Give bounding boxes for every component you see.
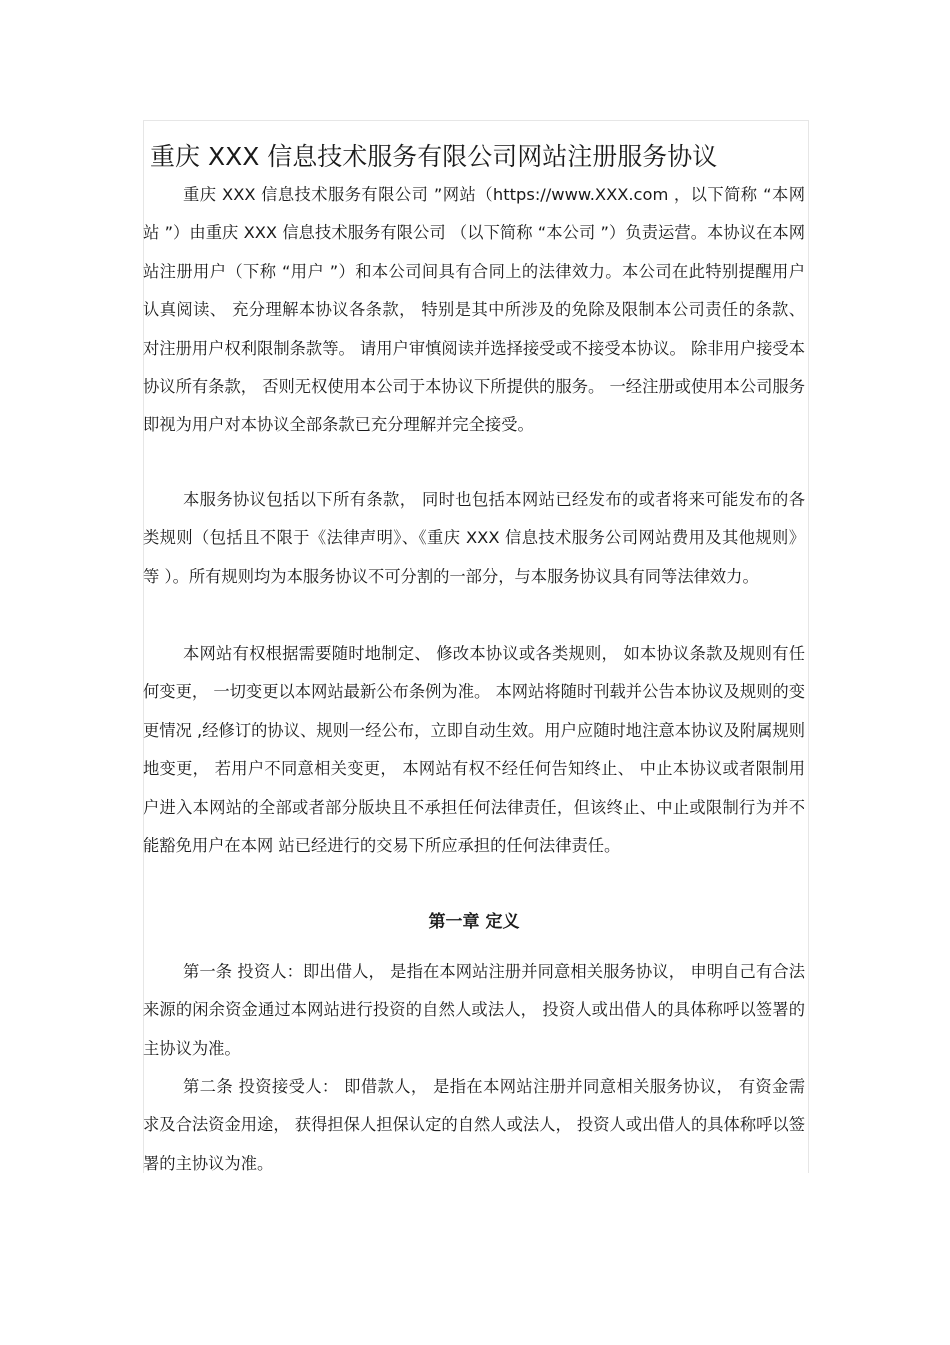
chapter-heading: 第一章 定义: [428, 912, 520, 932]
document-title: 重庆 XXX 信息技术服务有限公司网站注册服务协议: [150, 141, 718, 171]
intro-paragraph: 重庆 XXX 信息技术服务有限公司 ”网站（https://www.XXX.com ，以下简称 “本网站 ”）由重庆 XXX 信息技术服务有限公司 （以下简称 “本公司 ”）负责运营。本协议在本网站注册用户（下称 “用户 ”）和本公司间具有合同上的法律效力。本公司在此特别提醒用户认真阅读、 充分理解本协议各条款， 特别是其中所涉及的免除及限制本公司责任的条款、 对注册用户权利限制条款等。 请用户审慎阅读并选择接受或不接受本协议。 除非用户接受本协议所有条款， 否则无权使用本公司于本协议下所提供的服务。 一经注册或使用本公司服务即视为用户对本协议全部条款已充分理解并完全接受。: [143, 185, 805, 435]
amendment-paragraph: 本网站有权根据需要随时地制定、 修改本协议或各类规则， 如本协议条款及规则有任何变更， 一切变更以本网站最新公布条例为准。 本网站将随时刊载并公告本协议及规则的变更情况 ,经修订的协议、规则一经公布，立即自动生效。用户应随时地注意本协议及附属规则地变更， 若用户不同意相关变更， 本网站有权不经任何告知终止、 中止本协议或者限制用户进入本网站的全部或者部分版块且不承担任何法律责任，但该终止、中止或限制行为并不能豁免用户在本网 站已经进行的交易下所应承担的任何法律责任。: [143, 644, 805, 856]
scope-paragraph: 本服务协议包括以下所有条款， 同时也包括本网站已经发布的或者将来可能发布的各类规则（包括且不限于《法律声明》、《重庆 XXX 信息技术服务公司网站费用及其他规则》等 ）。所有规则均为本服务协议不可分割的一部分，与本服务协议具有同等法律效力。: [143, 490, 805, 586]
article-1: 第一条 投资人：即出借人， 是指在本网站注册并同意相关服务协议， 申明自己有合法来源的闲余资金通过本网站进行投资的自然人或法人， 投资人或出借人的具体称呼以签署的主协议为准。: [143, 962, 805, 1058]
article-2: 第二条 投资接受人： 即借款人， 是指在本网站注册并同意相关服务协议， 有资金需求及合法资金用途， 获得担保人担保认定的自然人或法人， 投资人或出借人的具体称呼以签署的主协议为准。: [143, 1077, 805, 1173]
